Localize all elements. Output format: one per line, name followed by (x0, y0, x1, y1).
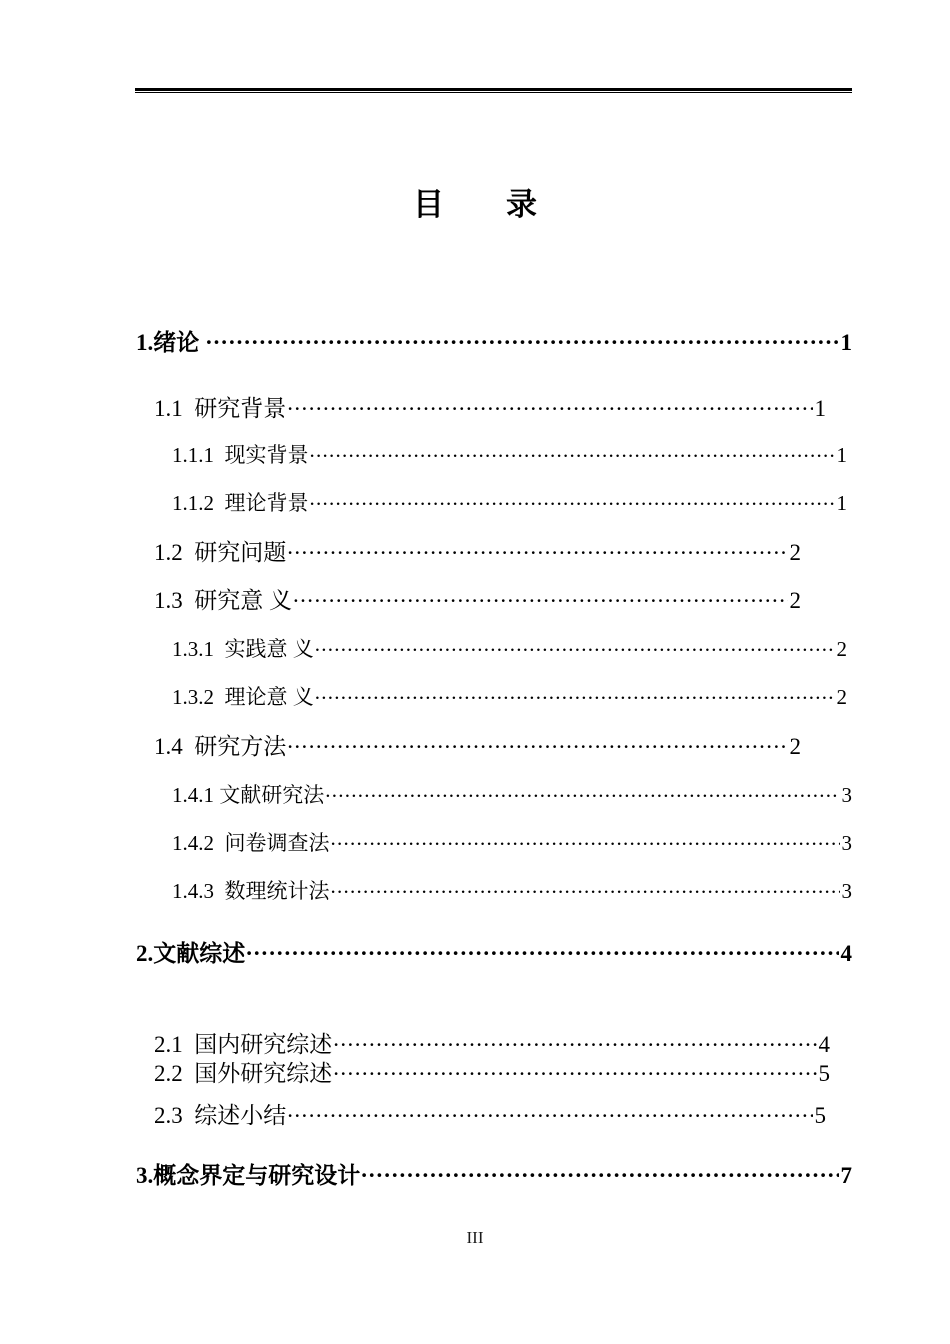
toc-entry-level-1[interactable] (136, 327, 852, 354)
toc-entry-label: 1.1 研究背景 (154, 396, 287, 421)
toc-entry-label: 1.4 研究方法 (154, 734, 287, 759)
toc-entry-level-3[interactable] (172, 829, 852, 854)
toc-leader-dots (310, 441, 835, 462)
toc-entry-level-2[interactable] (154, 1100, 826, 1127)
toc-entry-label: 1.1.1 现实背景 (172, 443, 309, 467)
toc-leader-dots (325, 781, 839, 802)
toc-entry-page-number: 2 (789, 540, 801, 565)
toc-entry-label: 1.3.1 实践意 义 (172, 637, 314, 661)
toc-entry-label: 1.4.1 文献研究法 (172, 783, 325, 807)
toc-entry-label: 2.文献综述 (136, 941, 246, 966)
toc-leader-dots (287, 1100, 812, 1123)
toc-entry-level-2[interactable] (154, 1029, 830, 1056)
toc-entry-page-number: 1 (840, 330, 852, 355)
toc-entry-page-number: 2 (836, 637, 847, 661)
page-title: 目 录 (413, 187, 537, 222)
toc-leader-dots (331, 829, 840, 850)
toc-entry-page-number: 2 (836, 685, 847, 709)
toc-entry-label: 1.1.2 理论背景 (172, 491, 309, 515)
toc-entry-page-number: 4 (840, 941, 852, 966)
toc-leader-dots (287, 393, 812, 416)
footer-page-number: III (466, 1228, 484, 1247)
toc-entry-page-number: 4 (818, 1032, 830, 1057)
toc-entry-label: 1.2 研究问题 (154, 540, 287, 565)
toc-leader-dots (331, 877, 840, 898)
toc-entry-level-2[interactable] (154, 731, 801, 758)
toc-entry-level-3[interactable] (172, 683, 847, 708)
toc-entry-level-3[interactable] (172, 781, 852, 806)
toc-entry-level-1[interactable] (136, 1160, 852, 1187)
toc-entry-label: 1.绪论 (136, 330, 205, 355)
toc-leader-dots (333, 1058, 816, 1081)
toc-entry-page-number: 7 (840, 1163, 852, 1188)
toc-leader-dots (310, 489, 835, 510)
toc-entry-level-3[interactable] (172, 635, 847, 660)
toc-leader-dots (315, 635, 835, 656)
toc-leader-dots (246, 938, 838, 961)
toc-entry-page-number: 1 (836, 443, 847, 467)
toc-entry-level-3[interactable] (172, 489, 847, 514)
toc-leader-dots (293, 585, 788, 608)
toc-leader-dots (287, 537, 787, 560)
toc-entry-label: 1.4.2 问卷调查法 (172, 831, 330, 855)
toc-leader-dots (287, 731, 787, 754)
toc-entry-page-number: 1 (814, 396, 826, 421)
toc-leader-dots (315, 683, 835, 704)
toc-entry-page-number: 3 (841, 831, 852, 855)
toc-entry-label: 2.2 国外研究综述 (154, 1061, 333, 1086)
toc-leader-dots (361, 1160, 838, 1183)
toc-entry-page-number: 3 (841, 783, 852, 807)
toc-entry-page-number: 1 (836, 491, 847, 515)
toc-entry-page-number: 5 (818, 1061, 830, 1086)
toc-entry-page-number: 3 (841, 879, 852, 903)
toc-entry-label: 1.3 研究意 义 (154, 588, 292, 613)
toc-entry-level-3[interactable] (172, 877, 852, 902)
toc-entry-level-2[interactable] (154, 537, 801, 564)
toc-leader-dots (206, 327, 839, 350)
header-rule-thick-line (135, 88, 852, 91)
header-rule-thin-line (135, 92, 852, 93)
toc-entry-level-2[interactable] (154, 585, 801, 612)
toc-entry-label: 1.4.3 数理统计法 (172, 879, 330, 903)
toc-entry-page-number: 2 (789, 588, 801, 613)
toc-entry-level-1[interactable] (136, 938, 852, 965)
toc-leader-dots (333, 1029, 816, 1052)
header-rule (135, 88, 852, 93)
toc-entry-label: 2.1 国内研究综述 (154, 1032, 333, 1057)
toc-entry-label: 1.3.2 理论意 义 (172, 685, 314, 709)
toc-entry-label: 2.3 综述小结 (154, 1103, 287, 1128)
toc-entry-label: 3.概念界定与研究设计 (136, 1163, 361, 1188)
toc-entry-level-3[interactable] (172, 441, 847, 466)
toc-entry-page-number: 5 (814, 1103, 826, 1128)
toc-entry-page-number: 2 (789, 734, 801, 759)
toc-entry-level-2[interactable] (154, 393, 826, 420)
toc-entry-level-2[interactable] (154, 1058, 830, 1085)
